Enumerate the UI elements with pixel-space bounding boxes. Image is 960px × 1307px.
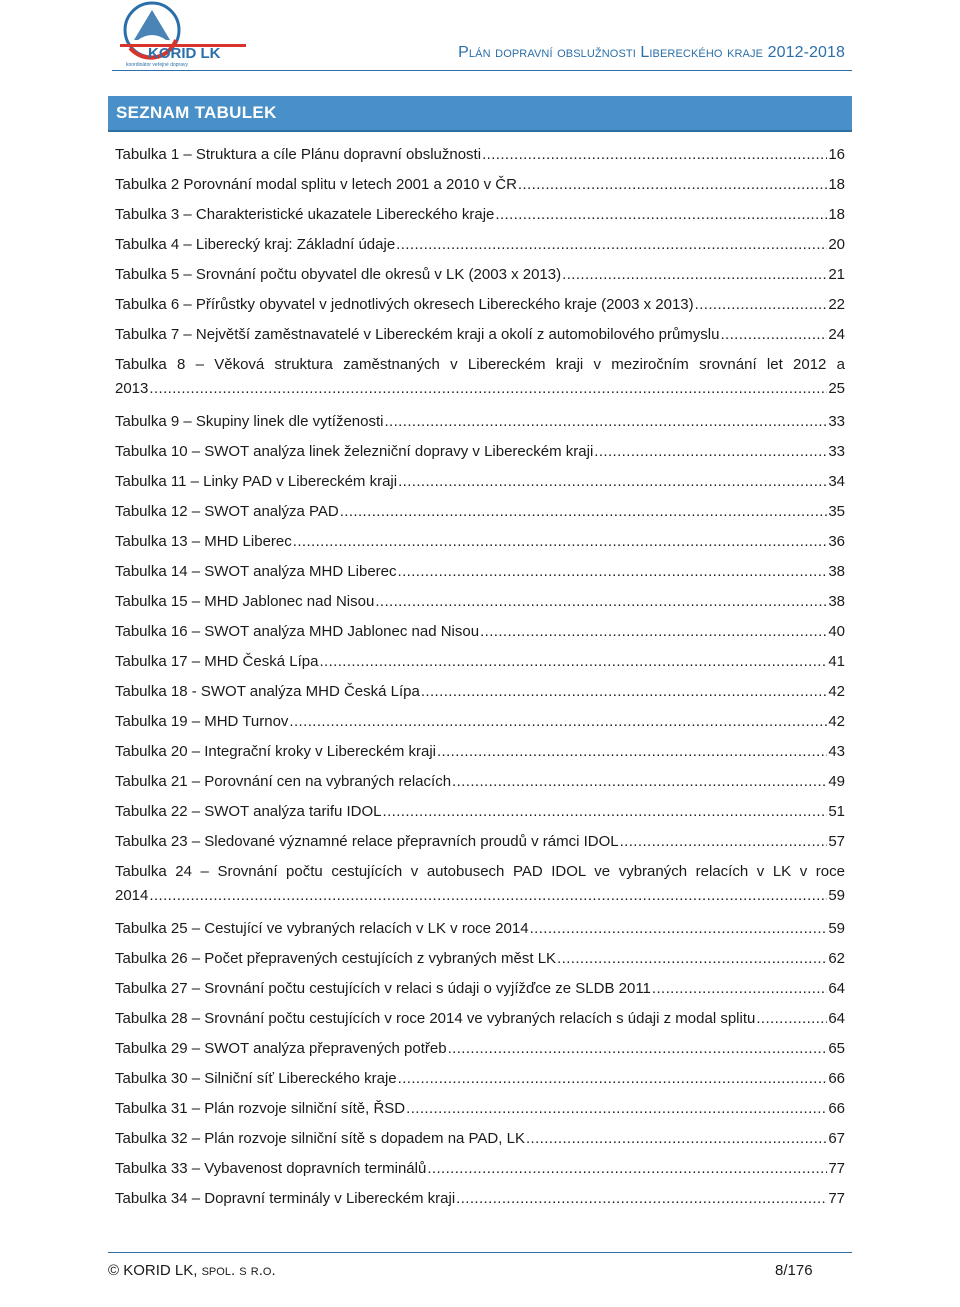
toc-leader-dots (448, 1034, 828, 1064)
toc-entry-title: Tabulka 5 – Srovnání počtu obyvatel dle okresů v LK (2003 x 2013) (115, 266, 562, 283)
toc-entry-page: 21 (828, 266, 845, 283)
toc-entry-page: 38 (828, 593, 845, 610)
toc-entry-page: 66 (828, 1100, 845, 1117)
toc-entry-page: 36 (828, 533, 845, 550)
toc-entry[interactable] (115, 1004, 845, 1034)
toc-entry-page: 25 (828, 380, 845, 397)
toc-entry-title: Tabulka 28 – Srovnání počtu cestujících v roce 2014 ve vybraných relacích s údaji z modal splitu (115, 1010, 756, 1027)
toc-entry[interactable] (115, 290, 845, 320)
toc-entry[interactable] (115, 914, 845, 944)
toc-leader-dots (375, 587, 827, 617)
toc-entry-title: Tabulka 21 – Porovnání cen na vybraných relacích (115, 773, 452, 790)
logo-text: KORID LK (148, 45, 221, 62)
toc-entry-page: 20 (828, 236, 845, 253)
toc-entry-title: Tabulka 10 – SWOT analýza linek železniční dopravy v Libereckém kraji (115, 443, 594, 460)
toc-entry[interactable] (115, 707, 845, 737)
toc-leader-dots (398, 557, 828, 587)
toc-entry[interactable] (115, 260, 845, 290)
header-title: Plán dopravní obslužnosti Libereckého kraje 2012-2018 (458, 44, 845, 61)
logo-subtext: koordinátor veřejné dopravy (126, 62, 188, 68)
toc-leader-dots (495, 200, 827, 230)
toc-leader-dots (437, 737, 827, 767)
toc-entry-title: Tabulka 29 – SWOT analýza přepravených potřeb (115, 1040, 447, 1057)
toc-entry[interactable] (115, 1094, 845, 1124)
korid-logo-icon (112, 0, 252, 68)
toc-entry[interactable] (115, 437, 845, 467)
toc-leader-dots (720, 320, 827, 350)
toc-entry-page: 49 (828, 773, 845, 790)
toc-entry[interactable] (115, 497, 845, 527)
toc-entry-title: Tabulka 9 – Skupiny linek dle vytíženosti (115, 413, 384, 430)
toc-entry[interactable] (115, 467, 845, 497)
toc-entry[interactable] (115, 353, 845, 407)
toc-entry-title: Tabulka 23 – Sledované významné relace přepravních proudů v rámci IDOL (115, 833, 619, 850)
toc-entry-page: 18 (828, 176, 845, 193)
toc-leader-dots (482, 140, 827, 170)
toc-entry-title: Tabulka 2 Porovnání modal splitu v letech 2001 a 2010 v ČR (115, 176, 517, 193)
toc-entry-title: Tabulka 27 – Srovnání počtu cestujících v relaci s údaji o vyjížďce ze SLDB 2011 (115, 980, 651, 997)
toc-leader-dots (406, 1094, 827, 1124)
toc-leader-dots (396, 230, 827, 260)
toc-leader-dots (557, 944, 827, 974)
toc-leader-dots (562, 260, 827, 290)
toc-entry-page: 77 (828, 1160, 845, 1177)
toc-entry[interactable] (115, 230, 845, 260)
toc-entry[interactable] (115, 944, 845, 974)
toc-entry-page: 77 (828, 1190, 845, 1207)
toc-entry-title: Tabulka 1 – Struktura a cíle Plánu dopravní obslužnosti (115, 146, 482, 163)
toc-entry-title: Tabulka 15 – MHD Jablonec nad Nisou (115, 593, 375, 610)
toc-entry-title: Tabulka 19 – MHD Turnov (115, 713, 289, 730)
toc-leader-dots (526, 1124, 827, 1154)
toc-leader-dots (652, 974, 827, 1004)
toc-entry-title-continued: 2013 (115, 380, 149, 397)
toc-entry[interactable] (115, 974, 845, 1004)
toc-entry-title: Tabulka 8 – Věková struktura zaměstnaných v Libereckém kraji v meziročním srovnání let 2012 a (115, 356, 845, 373)
copyright-symbol: © (108, 1262, 120, 1279)
toc-entry[interactable] (115, 767, 845, 797)
toc-entry-page: 41 (828, 653, 845, 670)
toc-entry-page: 67 (828, 1130, 845, 1147)
toc-entry-page: 51 (828, 803, 845, 820)
toc-entry[interactable] (115, 647, 845, 677)
section-heading-bar (108, 96, 852, 132)
toc-entry-page: 57 (828, 833, 845, 850)
toc-entry-title-continued: 2014 (115, 887, 149, 904)
toc-entry-page: 62 (828, 950, 845, 967)
toc-entry[interactable] (115, 1064, 845, 1094)
toc-entry-page: 24 (828, 326, 845, 343)
footer-divider (108, 1252, 852, 1253)
toc-leader-dots (293, 527, 828, 557)
toc-entry-page: 33 (828, 413, 845, 430)
toc-entry-title: Tabulka 4 – Liberecký kraj: Základní údaje (115, 236, 396, 253)
toc-entry-title: Tabulka 11 – Linky PAD v Libereckém kraji (115, 473, 398, 490)
toc-leader-dots (427, 1154, 827, 1184)
toc-entry-page: 38 (828, 563, 845, 580)
toc-entry[interactable] (115, 827, 845, 857)
toc-entry-page: 18 (828, 206, 845, 223)
toc-leader-dots (289, 707, 827, 737)
footer-copyright (108, 1262, 276, 1279)
toc-entry-page: 16 (828, 146, 845, 163)
toc-entry[interactable] (115, 587, 845, 617)
toc-entry-page: 40 (828, 623, 845, 640)
table-of-tables (115, 140, 845, 1214)
toc-leader-dots (452, 767, 827, 797)
toc-entry[interactable] (115, 557, 845, 587)
toc-entry-title: Tabulka 31 – Plán rozvoje silniční sítě, ŘSD (115, 1100, 406, 1117)
toc-leader-dots (480, 617, 827, 647)
toc-entry-title: Tabulka 34 – Dopravní terminály v Libereckém kraji (115, 1190, 456, 1207)
toc-entry[interactable] (115, 1154, 845, 1184)
toc-entry[interactable] (115, 737, 845, 767)
footer-org: KORID LK, (123, 1262, 198, 1279)
toc-leader-dots (383, 797, 828, 827)
toc-leader-dots (456, 1184, 827, 1214)
toc-entry[interactable] (115, 1034, 845, 1064)
toc-entry[interactable] (115, 1184, 845, 1214)
toc-entry-title: Tabulka 25 – Cestující ve vybraných relacích v LK v roce 2014 (115, 920, 529, 937)
toc-entry[interactable] (115, 677, 845, 707)
toc-leader-dots (756, 1004, 827, 1034)
toc-entry-page: 66 (828, 1070, 845, 1087)
toc-entry-title: Tabulka 13 – MHD Liberec (115, 533, 292, 550)
toc-entry-title: Tabulka 24 – Srovnání počtu cestujících v autobusech PAD IDOL ve vybraných relacích v LK v roce (115, 863, 845, 880)
toc-entry[interactable] (115, 527, 845, 557)
toc-entry-title: Tabulka 3 – Charakteristické ukazatele Libereckého kraje (115, 206, 495, 223)
toc-entry-page: 34 (828, 473, 845, 490)
toc-leader-dots (398, 467, 827, 497)
toc-entry-title: Tabulka 6 – Přírůstky obyvatel v jednotlivých okresech Libereckého kraje (2003 x 2013) (115, 296, 694, 313)
toc-entry[interactable] (115, 617, 845, 647)
toc-entry[interactable] (115, 1124, 845, 1154)
toc-leader-dots (384, 407, 827, 437)
toc-entry-page: 64 (828, 1010, 845, 1027)
toc-entry[interactable] (115, 170, 845, 200)
toc-entry-title: Tabulka 17 – MHD Česká Lípa (115, 653, 319, 670)
toc-entry-page: 43 (828, 743, 845, 760)
toc-leader-dots (421, 677, 827, 707)
toc-entry-title: Tabulka 33 – Vybavenost dopravních terminálů (115, 1160, 427, 1177)
toc-entry-title: Tabulka 14 – SWOT analýza MHD Liberec (115, 563, 397, 580)
toc-leader-dots (398, 1064, 828, 1094)
toc-entry-title: Tabulka 26 – Počet přepravených cestujících z vybraných měst LK (115, 950, 557, 967)
toc-entry-page: 22 (828, 296, 845, 313)
toc-entry-page: 42 (828, 683, 845, 700)
toc-leader-dots (695, 290, 828, 320)
toc-leader-dots (149, 377, 827, 401)
toc-entry[interactable] (115, 200, 845, 230)
header-divider (112, 70, 852, 71)
toc-entry-page: 35 (828, 503, 845, 520)
toc-entry[interactable] (115, 407, 845, 437)
toc-entry-page: 65 (828, 1040, 845, 1057)
toc-entry[interactable] (115, 797, 845, 827)
toc-leader-dots (594, 437, 827, 467)
footer-org-suffix: spol. s r.o. (201, 1262, 276, 1279)
toc-leader-dots (518, 170, 827, 200)
toc-entry-title: Tabulka 32 – Plán rozvoje silniční sítě s dopadem na PAD, LK (115, 1130, 525, 1147)
toc-entry[interactable] (115, 140, 845, 170)
toc-entry-title: Tabulka 7 – Největší zaměstnavatelé v Libereckém kraji a okolí z automobilového průmyslu (115, 326, 720, 343)
toc-entry-page: 42 (828, 713, 845, 730)
toc-entry-page: 64 (828, 980, 845, 997)
toc-entry-title: Tabulka 16 – SWOT analýza MHD Jablonec nad Nisou (115, 623, 480, 640)
toc-entry-title: Tabulka 12 – SWOT analýza PAD (115, 503, 339, 520)
toc-entry[interactable] (115, 860, 845, 914)
toc-entry-title: Tabulka 18 - SWOT analýza MHD Česká Lípa (115, 683, 420, 700)
toc-leader-dots (340, 497, 828, 527)
toc-entry-title: Tabulka 22 – SWOT analýza tarifu IDOL (115, 803, 382, 820)
toc-entry-title: Tabulka 20 – Integrační kroky v Libereckém kraji (115, 743, 436, 760)
footer-page-number: 8/176 (775, 1262, 813, 1279)
toc-leader-dots (530, 914, 828, 944)
toc-entry-page: 59 (828, 920, 845, 937)
toc-leader-dots (620, 827, 828, 857)
toc-leader-dots (149, 884, 827, 908)
toc-entry-title: Tabulka 30 – Silniční síť Libereckého kraje (115, 1070, 397, 1087)
toc-entry-page: 59 (828, 887, 845, 904)
toc-entry[interactable] (115, 320, 845, 350)
section-title: SEZNAM TABULEK (116, 103, 277, 122)
toc-leader-dots (319, 647, 827, 677)
toc-entry-page: 33 (828, 443, 845, 460)
